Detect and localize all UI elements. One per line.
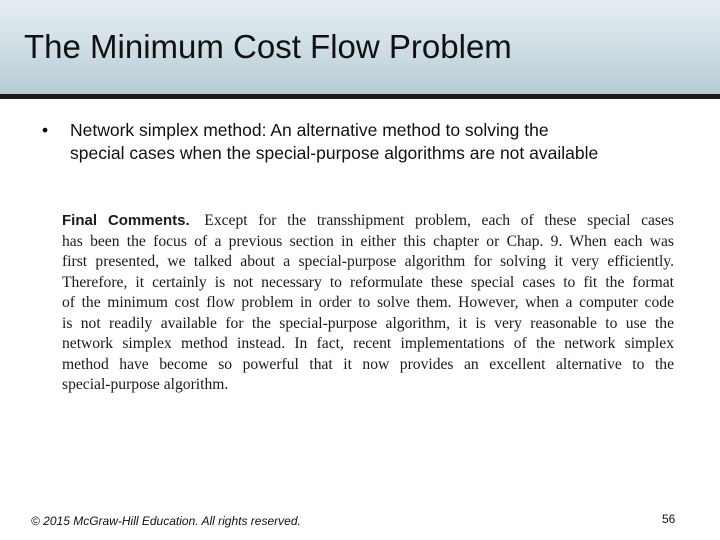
excerpt-line: method have become so powerful that it now provides an excellent alternative to the bbox=[62, 355, 674, 373]
excerpt-line: Therefore, it certainly is not necessary to reformulate these special cases to fit the format bbox=[62, 273, 674, 291]
excerpt-heading: Final Comments. bbox=[62, 212, 190, 229]
excerpt-line: of the minimum cost flow problem in order to solve them. However, when a computer code bbox=[62, 294, 674, 311]
excerpt-line: has been the focus of a previous section in either this chapter or Chap. 9. When each was bbox=[62, 232, 674, 250]
excerpt-line: special-purpose algorithm. bbox=[62, 376, 229, 393]
title-bar bbox=[0, 0, 720, 94]
bullet-line: Network simplex method: An alternative method to solving the bbox=[70, 120, 549, 140]
excerpt-line: is not readily available for the special-purpose algorithm, it is very reasonable to use the bbox=[62, 314, 674, 332]
excerpt-line: network simplex method instead. In fact, recent implementations of the network simplex bbox=[62, 335, 674, 352]
page-number: 56 bbox=[662, 512, 676, 526]
bullet-line: special cases when the special-purpose algorithms are not available bbox=[70, 143, 599, 163]
textbook-excerpt bbox=[62, 211, 674, 396]
bullet-text bbox=[70, 119, 700, 165]
excerpt-line: first presented, we talked about a special-purpose algorithm for solving it very efficiently. bbox=[62, 253, 674, 270]
slide-title: The Minimum Cost Flow Problem bbox=[24, 28, 512, 65]
bullet-marker: • bbox=[42, 120, 49, 140]
excerpt-line-text: Except for the transshipment problem, each of these special cases bbox=[204, 212, 674, 229]
copyright-footer: © 2015 McGraw-Hill Education. All rights reserved. bbox=[31, 514, 301, 528]
excerpt-line bbox=[62, 211, 674, 232]
title-divider bbox=[0, 94, 720, 99]
